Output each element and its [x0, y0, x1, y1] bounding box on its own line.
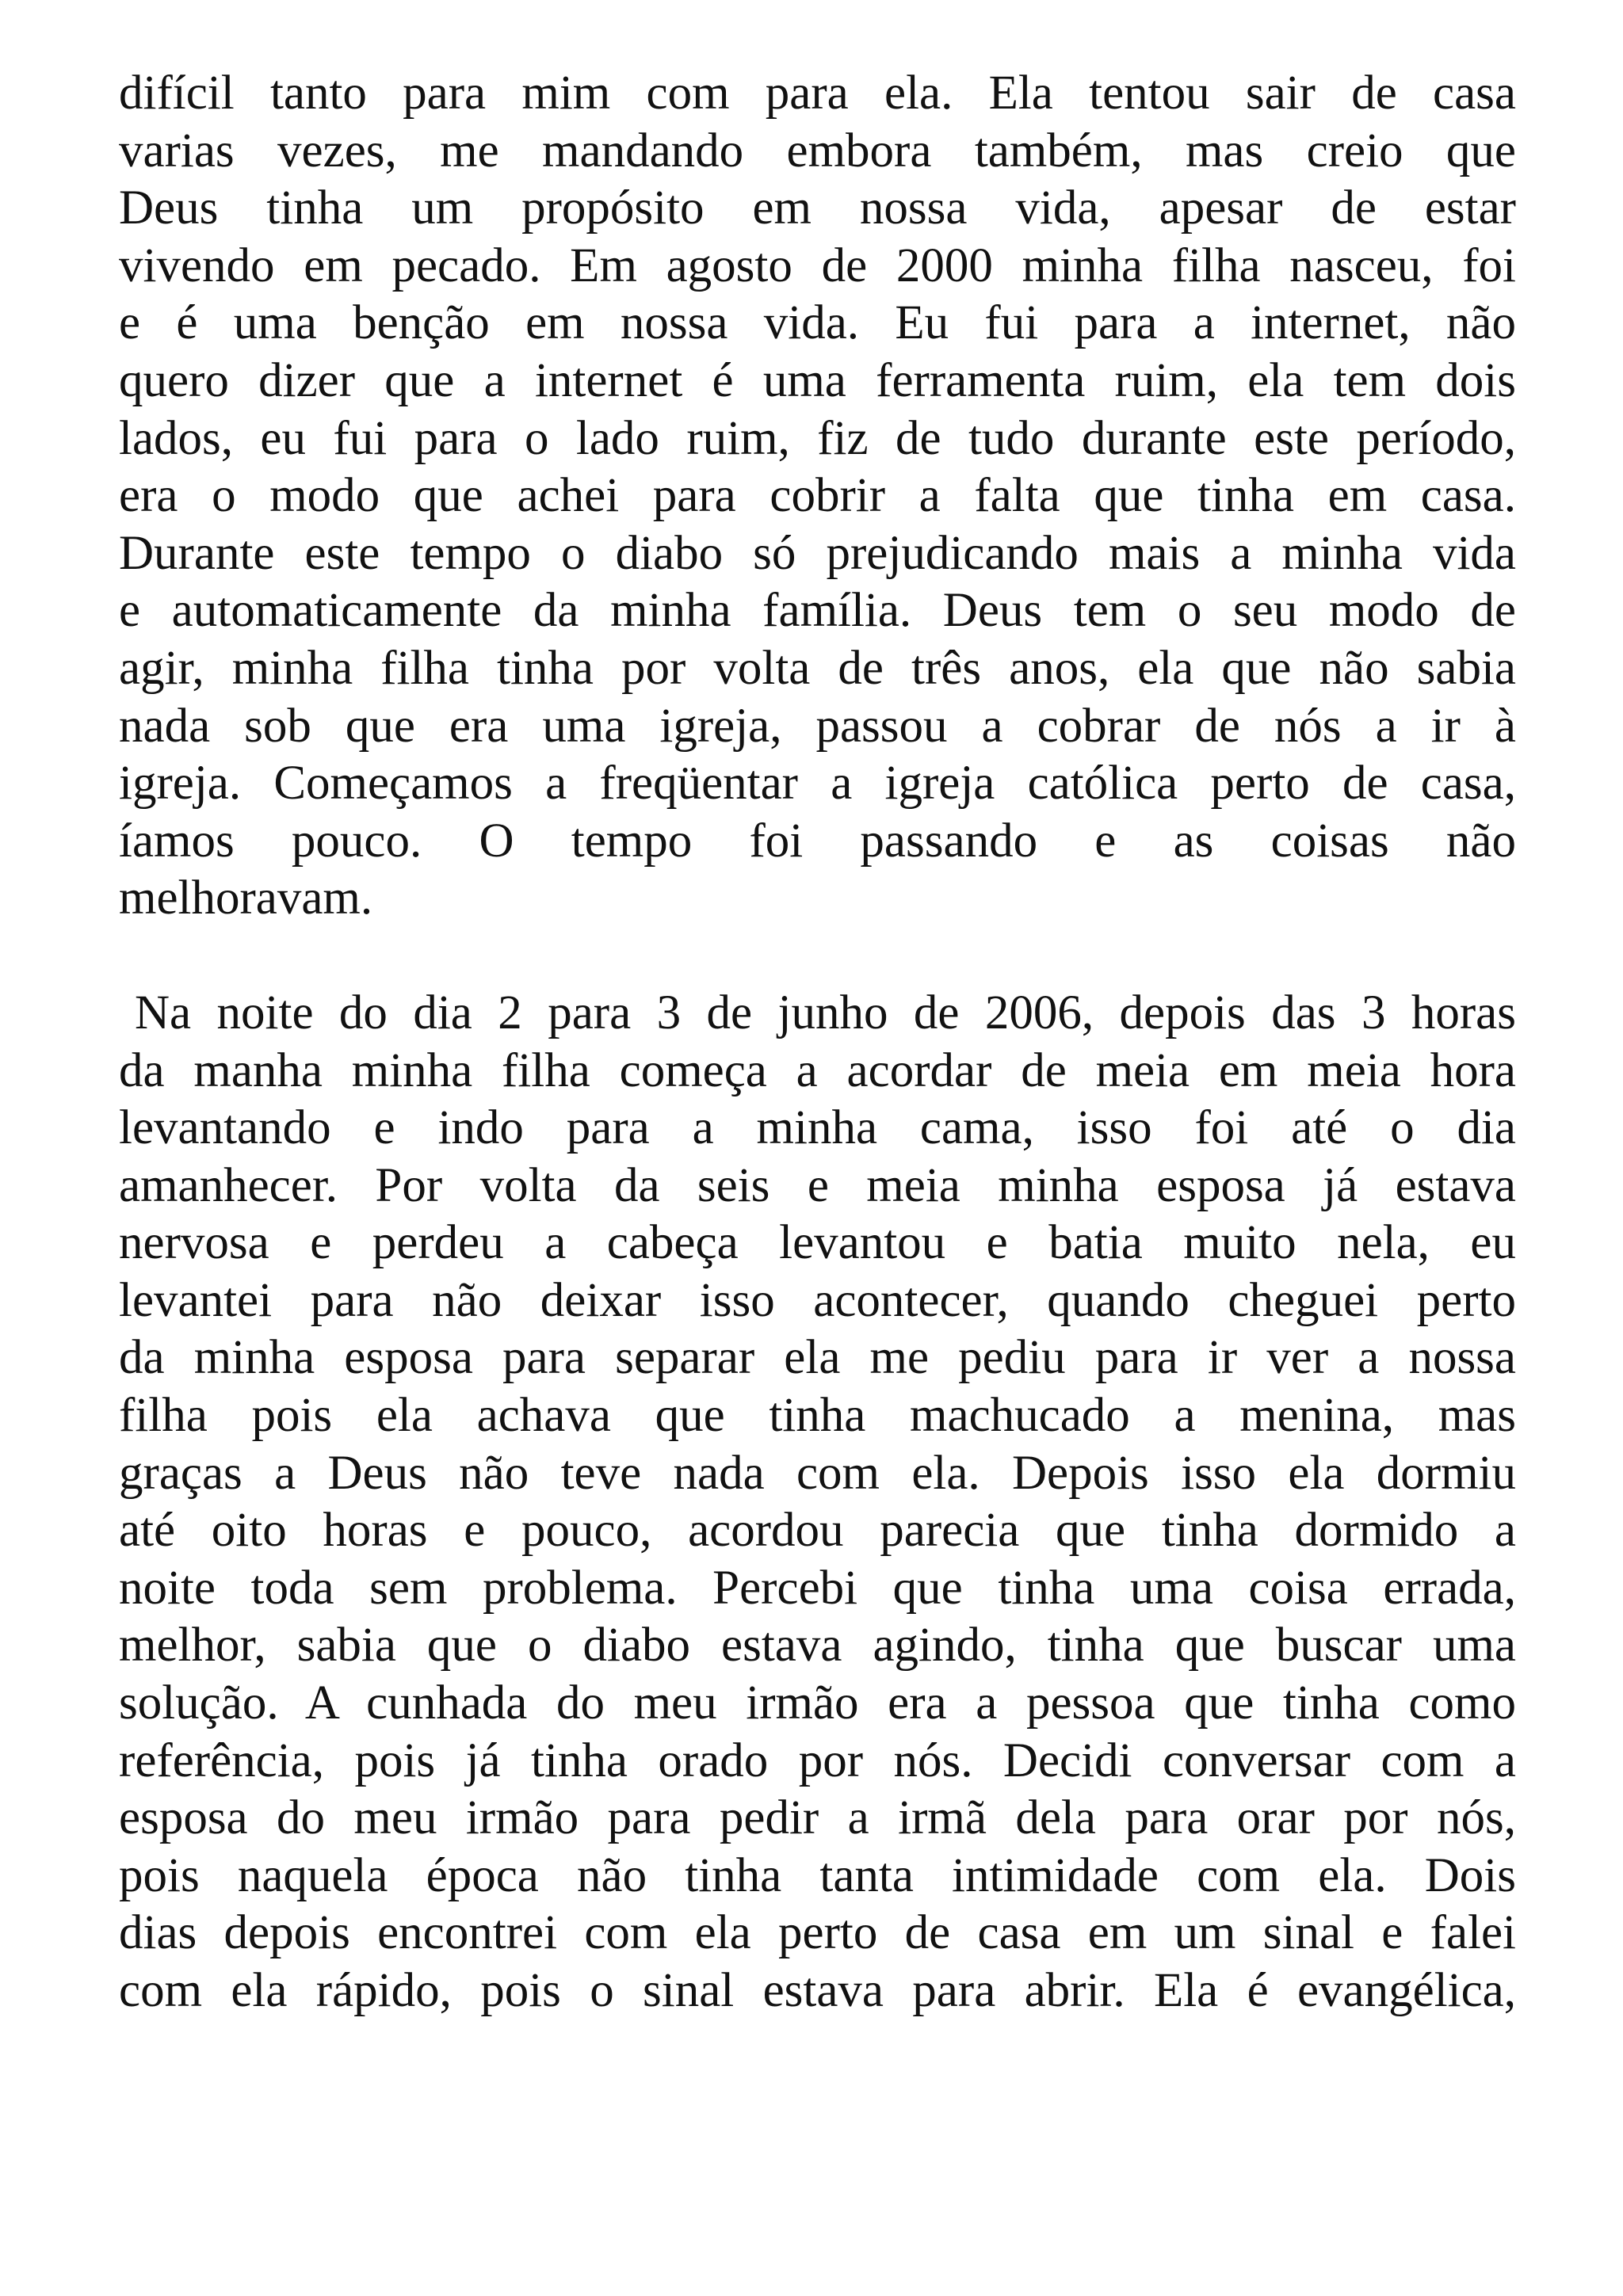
text-line: com ela rápido, pois o sinal estava para abrir. Ela é evangélica,	[119, 1964, 1516, 2017]
text-line: quero dizer que a internet é uma ferramenta ruim, ela tem dois	[119, 353, 1516, 407]
text-line: da minha esposa para separar ela me pediu para ir ver a nossa	[119, 1331, 1516, 1385]
paragraph-spacer	[119, 928, 1516, 985]
text-line: filha pois ela achava que tinha machucado a menina, mas	[119, 1389, 1516, 1443]
paragraph-1	[119, 65, 1516, 928]
text-line: esposa do meu irmão para pedir a irmã dela para orar por nós,	[119, 1791, 1516, 1845]
text-line: levantei para não deixar isso acontecer, quando cheguei perto	[119, 1273, 1516, 1327]
text-line: lados, eu fui para o lado ruim, fiz de tudo durante este período,	[119, 411, 1516, 465]
text-line: dias depois encontrei com ela perto de casa em um sinal e falei	[119, 1906, 1516, 1960]
text-line: referência, pois já tinha orado por nós. Decidi conversar com a	[119, 1733, 1516, 1787]
text-line: noite toda sem problema. Percebi que tinha uma coisa errada,	[119, 1561, 1516, 1615]
text-line: amanhecer. Por volta da seis e meia minha esposa já estava	[119, 1158, 1516, 1212]
text-line: pois naquela época não tinha tanta intimidade com ela. Dois	[119, 1848, 1516, 1902]
text-line: vivendo em pecado. Em agosto de 2000 minha filha nasceu, foi	[119, 238, 1516, 292]
text-line: da manha minha filha começa a acordar de meia em meia hora	[119, 1043, 1516, 1097]
text-line: e automaticamente da minha família. Deus tem o seu modo de	[119, 584, 1516, 638]
text-line: era o modo que achei para cobrir a falta que tinha em casa.	[119, 469, 1516, 523]
text-line: Deus tinha um propósito em nossa vida, apesar de estar	[119, 181, 1516, 235]
text-line: até oito horas e pouco, acordou parecia que tinha dormido a	[119, 1504, 1516, 1558]
text-line: difícil tanto para mim com para ela. Ela tentou sair de casa	[119, 67, 1516, 120]
text-line: Na noite do dia 2 para 3 de junho de 2006, depois das 3 horas	[135, 986, 1516, 1039]
text-line: melhor, sabia que o diabo estava agindo, tinha que buscar uma	[119, 1619, 1516, 1672]
text-line: solução. A cunhada do meu irmão era a pessoa que tinha como	[119, 1676, 1516, 1730]
text-line: varias vezes, me mandando embora também, mas creio que	[119, 124, 1516, 177]
text-line: Durante este tempo o diabo só prejudicando mais a minha vida	[119, 526, 1516, 580]
text-line: melhoravam.	[119, 871, 373, 925]
text-line: graças a Deus não teve nada com ela. Depois isso ela dormiu	[119, 1446, 1516, 1500]
text-line: íamos pouco. O tempo foi passando e as coisas não	[119, 814, 1516, 868]
text-line: igreja. Começamos a freqüentar a igreja católica perto de casa,	[119, 757, 1516, 810]
text-line: e é uma benção em nossa vida. Eu fui para a internet, não	[119, 296, 1516, 350]
paragraph-2	[119, 985, 1516, 2020]
text-line: nervosa e perdeu a cabeça levantou e batia muito nela, eu	[119, 1216, 1516, 1270]
text-line: levantando e indo para a minha cama, isso foi até o dia	[119, 1101, 1516, 1155]
text-line: nada sob que era uma igreja, passou a cobrar de nós a ir à	[119, 699, 1516, 753]
text-line: agir, minha filha tinha por volta de três anos, ela que não sabia	[119, 641, 1516, 695]
